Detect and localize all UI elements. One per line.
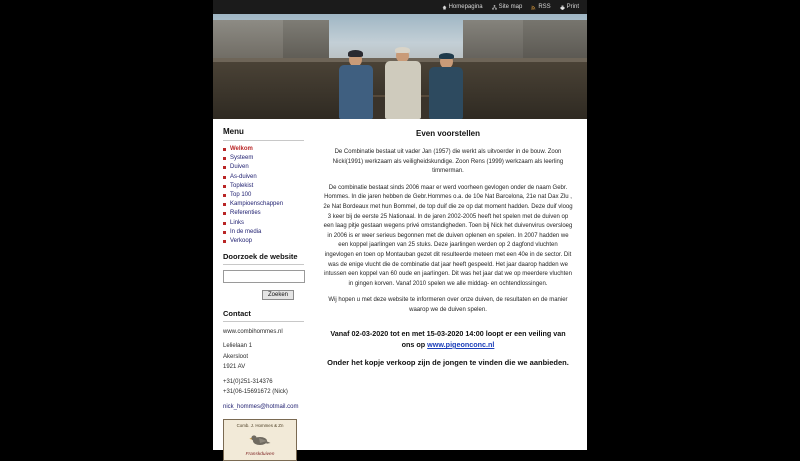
sidebar-item-in-de-media[interactable]: In de media	[223, 229, 304, 235]
search-button[interactable]: Zoeken	[262, 290, 294, 300]
hero-building-right2	[463, 20, 523, 62]
history-paragraph: De combinatie bestaat sinds 2006 maar er werd voorheen gevlogen onder de naam Gebr. Hommes. In die jaren hebben de Gebr.Hommes o.a. de 10e Nat Barcelona, 21e nat Dax Zlu , 2e Nat Bordeaux met hun Bommel, de top duif die ze op dat moment hadden. Deze duif vloog 3 keer bij de eerste 25 Nationaal. In de jaren 2002-2005 heeft het spelen met de duiven op een laag pitje gestaan wegens privé omstandigheden. Toen bij Nick het duivenvirus oversloeg in 2006 is er weer serieus begonnen met de duiven oplenen en spelen. In 2007 hadden we een koppel jaarlingen van 25 stuks. Deze jaarlingen werden op 2 dagfond vluchten ingevlogen en toen op Montauban gezet dit resulteerde meteen met een 40e in de sector. Dit was de enige vlucht die de combinatie dat jaar heeft gespeeld. Het jaar daarop hadden we intussen een koppel van 60 oude en jaarlingen. Dit was het jaar dat we op meerdere vluchten in gingen korven. Vanaf 2010 spelen we alle middag- en ochtendlossingen.	[323, 184, 573, 287]
sidebar-item-welkom[interactable]: Welkom	[223, 146, 304, 152]
nav-rss[interactable]	[531, 4, 550, 10]
sidebar-menu-title: Menu	[223, 127, 244, 136]
logo-bottom-text: Franskduiven	[245, 452, 275, 458]
intro-paragraph: De Combinatie bestaat uit vader Jan (1957) die werkt als uitvoerder in de bouw. Zoon Nicki(1991) werkzaam als veiligheidskundige. Zoon Rens (1999) werkzaam als leerling timmerman.	[332, 149, 564, 175]
contact-phone: +31(0)251-314376	[223, 378, 273, 385]
search-title: Doorzoek de website	[223, 251, 298, 261]
hero-building-left2	[283, 20, 329, 60]
divider	[223, 140, 304, 141]
main-column	[313, 119, 587, 450]
auction-announcement	[323, 328, 573, 351]
sidebar-item-referenties[interactable]: Referenties	[223, 210, 304, 216]
sitemap-icon	[492, 5, 497, 10]
nav-print-label: Print	[566, 4, 579, 10]
verkoop-note: Onder het kopje verkoop zijn de jongen te vinden die we aanbieden.	[327, 357, 569, 367]
closing-paragraph: Wij hopen u met deze website te informeren over onze duiven, de resultaten en de manier waarop we de duiven spelen.	[328, 297, 568, 313]
divider	[223, 321, 304, 322]
contact-mobile: +31(06-15691672 (Nick)	[223, 389, 288, 396]
contact-city: Akersloot	[223, 353, 249, 360]
site-logo	[223, 419, 297, 461]
top-navigation	[213, 0, 587, 14]
sidebar-item-duiven[interactable]: Duiven	[223, 164, 304, 170]
print-icon	[560, 5, 565, 10]
nav-home-label: Homepagina	[448, 4, 483, 10]
nav-sitemap-label: Site map	[498, 4, 523, 10]
sidebar-item-toplekist[interactable]: Toplekist	[223, 183, 304, 189]
nav-rss-label: RSS	[538, 4, 551, 10]
page-title: Even voorstellen	[415, 129, 481, 138]
sidebar-item-links[interactable]: Links	[223, 220, 304, 226]
contact-postcode: 1921 AV	[223, 364, 246, 371]
home-icon	[442, 5, 447, 10]
contact-block	[223, 327, 304, 413]
search-input[interactable]	[223, 270, 305, 283]
contact-website: www.combihommes.nl	[223, 328, 283, 335]
sidebar	[213, 119, 310, 458]
sidebar-item-systeem[interactable]: Systeem	[223, 155, 304, 161]
rss-icon	[531, 5, 536, 10]
contact-email[interactable]: nick_hommes@hotmail.com	[223, 403, 299, 410]
nav-print[interactable]	[560, 4, 579, 10]
auction-link[interactable]: www.pigeonconc.nl	[427, 340, 495, 349]
pigeon-icon	[249, 432, 271, 448]
sidebar-item-verkoop[interactable]: Verkoop	[223, 238, 304, 244]
content-area	[213, 119, 587, 458]
hero-photo	[213, 14, 587, 119]
divider	[223, 264, 304, 265]
auction-line1: Vanaf 02-03-2020 tot en met 15-03-2020 14:00 loopt er een veiling van	[330, 328, 566, 338]
nav-home[interactable]	[442, 4, 483, 10]
auction-line2-prefix: ons op	[401, 340, 428, 349]
logo-top-text: Comb. J. Hommes & Zn	[236, 423, 284, 429]
sidebar-item-top-100[interactable]: Top 100	[223, 192, 304, 198]
contact-title: Contact	[223, 308, 251, 318]
sidebar-menu	[223, 146, 304, 244]
contact-street: Lelielaan 1	[223, 343, 253, 350]
sidebar-item-kampioenschappen[interactable]: Kampioenschappen	[223, 201, 304, 207]
nav-sitemap[interactable]	[492, 4, 523, 10]
sidebar-item-as-duiven[interactable]: As-duiven	[223, 174, 304, 180]
